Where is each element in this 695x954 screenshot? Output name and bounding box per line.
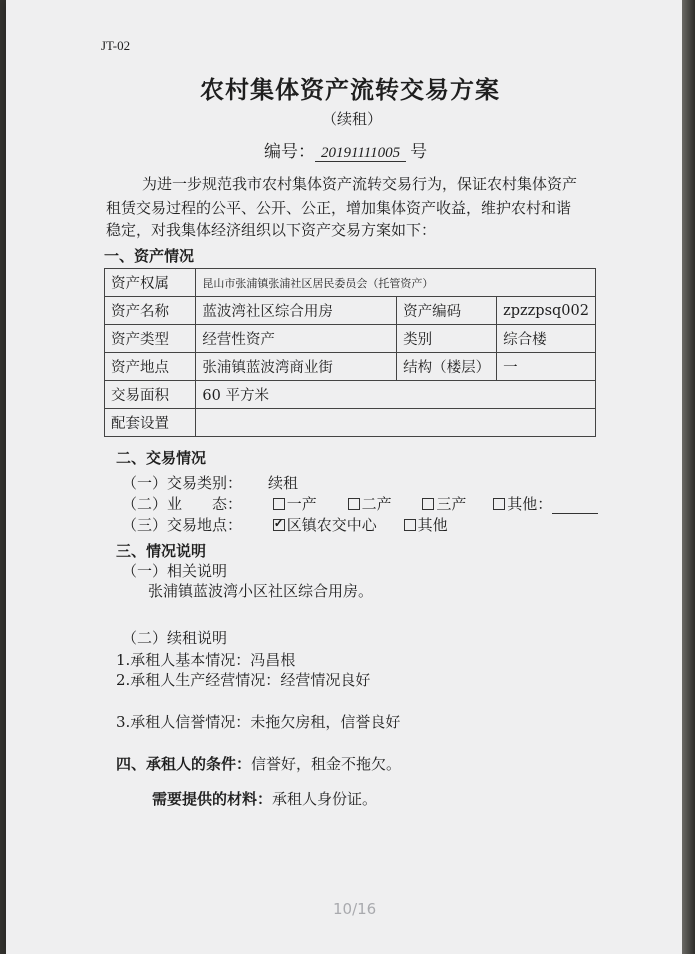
code-label: 资产编码	[397, 297, 497, 325]
page-indicator: 10/16	[333, 900, 377, 918]
place-row	[122, 514, 448, 535]
industry-option-secondary[interactable]: 二产	[348, 495, 392, 513]
renewal-notes-heading: （二）续租说明	[122, 629, 228, 647]
document-title: 农村集体资产流转交易方案	[200, 76, 500, 104]
table-row	[105, 381, 596, 409]
document-subtitle: （续租）	[322, 110, 383, 128]
code-value: zpzzpsq002	[497, 297, 596, 325]
place-label: （三）交易地点：	[122, 516, 243, 534]
industry-label: （二）业 态：	[122, 495, 243, 513]
owner-value: 昆山市张浦镇张浦社区居民委员会（托管资产）	[196, 269, 596, 297]
type-value: 经营性资产	[196, 325, 397, 353]
type-label: 资产类型	[105, 325, 196, 353]
table-row	[105, 353, 596, 381]
tenant-conditions-heading: 四、承租人的条件：	[116, 755, 252, 773]
place-option-center[interactable]: ✓ 区镇农交中心	[273, 516, 377, 534]
table-row	[105, 325, 596, 353]
number-label: 编号：	[264, 142, 315, 162]
tenant-conditions-value: 信誉好，租金不拖欠。	[251, 755, 402, 773]
name-label: 资产名称	[105, 297, 196, 325]
table-row	[105, 409, 596, 437]
tenant-business-info: 2.承租人生产经营情况：经营情况良好	[116, 671, 371, 689]
trade-type-label: （一）交易类别：	[122, 474, 243, 492]
section-trade-heading: 二、交易情况	[116, 449, 207, 467]
other-blank-line	[552, 499, 598, 514]
number-suffix: 号	[410, 142, 428, 162]
tenant-conditions-row	[116, 753, 401, 774]
facility-value	[196, 409, 596, 437]
background-edge	[682, 0, 695, 954]
materials-value: 承租人身份证。	[272, 790, 378, 808]
number-row	[264, 137, 427, 162]
checkbox-checked-icon	[273, 519, 285, 531]
trade-type-row	[122, 472, 298, 493]
trade-type-value: 续租	[268, 474, 299, 492]
asset-table	[104, 268, 596, 437]
area-label: 交易面积	[105, 381, 196, 409]
related-notes-heading: （一）相关说明	[122, 562, 228, 580]
checkbox-icon	[348, 498, 360, 510]
industry-option-other[interactable]: 其他：	[493, 495, 598, 513]
intro-line-3: 稳定，对我集体经济组织以下资产交易方案如下：	[106, 221, 437, 239]
intro-line-1: 为进一步规范我市农村集体资产流转交易行为，保证农村集体资产	[142, 175, 578, 193]
facility-label: 配套设置	[105, 409, 196, 437]
tenant-basic-info: 1.承租人基本情况：冯昌根	[116, 651, 296, 669]
tenant-credit-info: 3.承租人信誉情况：未拖欠房租，信誉良好	[116, 713, 401, 731]
materials-row	[152, 788, 377, 809]
category-value: 综合楼	[497, 325, 596, 353]
checkbox-icon	[404, 519, 416, 531]
form-code: JT-02	[101, 38, 131, 53]
related-notes-text: 张浦镇蓝波湾小区社区综合用房。	[148, 582, 374, 600]
industry-row	[122, 493, 598, 514]
industry-option-tertiary[interactable]: 三产	[422, 495, 466, 513]
location-value: 张浦镇蓝波湾商业街	[196, 353, 397, 381]
location-label: 资产地点	[105, 353, 196, 381]
owner-label: 资产权属	[105, 269, 196, 297]
checkbox-icon	[493, 498, 505, 510]
industry-option-primary[interactable]: 一产	[273, 495, 317, 513]
intro-line-2: 租赁交易过程的公平、公开、公正，增加集体资产收益，维护农村和谐	[106, 199, 572, 217]
checkbox-icon	[273, 498, 285, 510]
table-row	[105, 297, 596, 325]
place-option-other[interactable]: 其他	[404, 516, 448, 534]
table-row	[105, 269, 596, 297]
number-value: 20191111005	[315, 145, 406, 162]
section-asset-heading: 一、资产情况	[104, 247, 195, 265]
section-explain-heading: 三、情况说明	[116, 542, 207, 560]
area-value: 60 平方米	[196, 381, 596, 409]
category-label: 类别	[397, 325, 497, 353]
structure-value: 一	[497, 353, 596, 381]
name-value: 蓝波湾社区综合用房	[196, 297, 397, 325]
checkbox-icon	[422, 498, 434, 510]
structure-label: 结构（楼层）	[397, 353, 497, 381]
materials-label: 需要提供的材料：	[152, 790, 273, 808]
